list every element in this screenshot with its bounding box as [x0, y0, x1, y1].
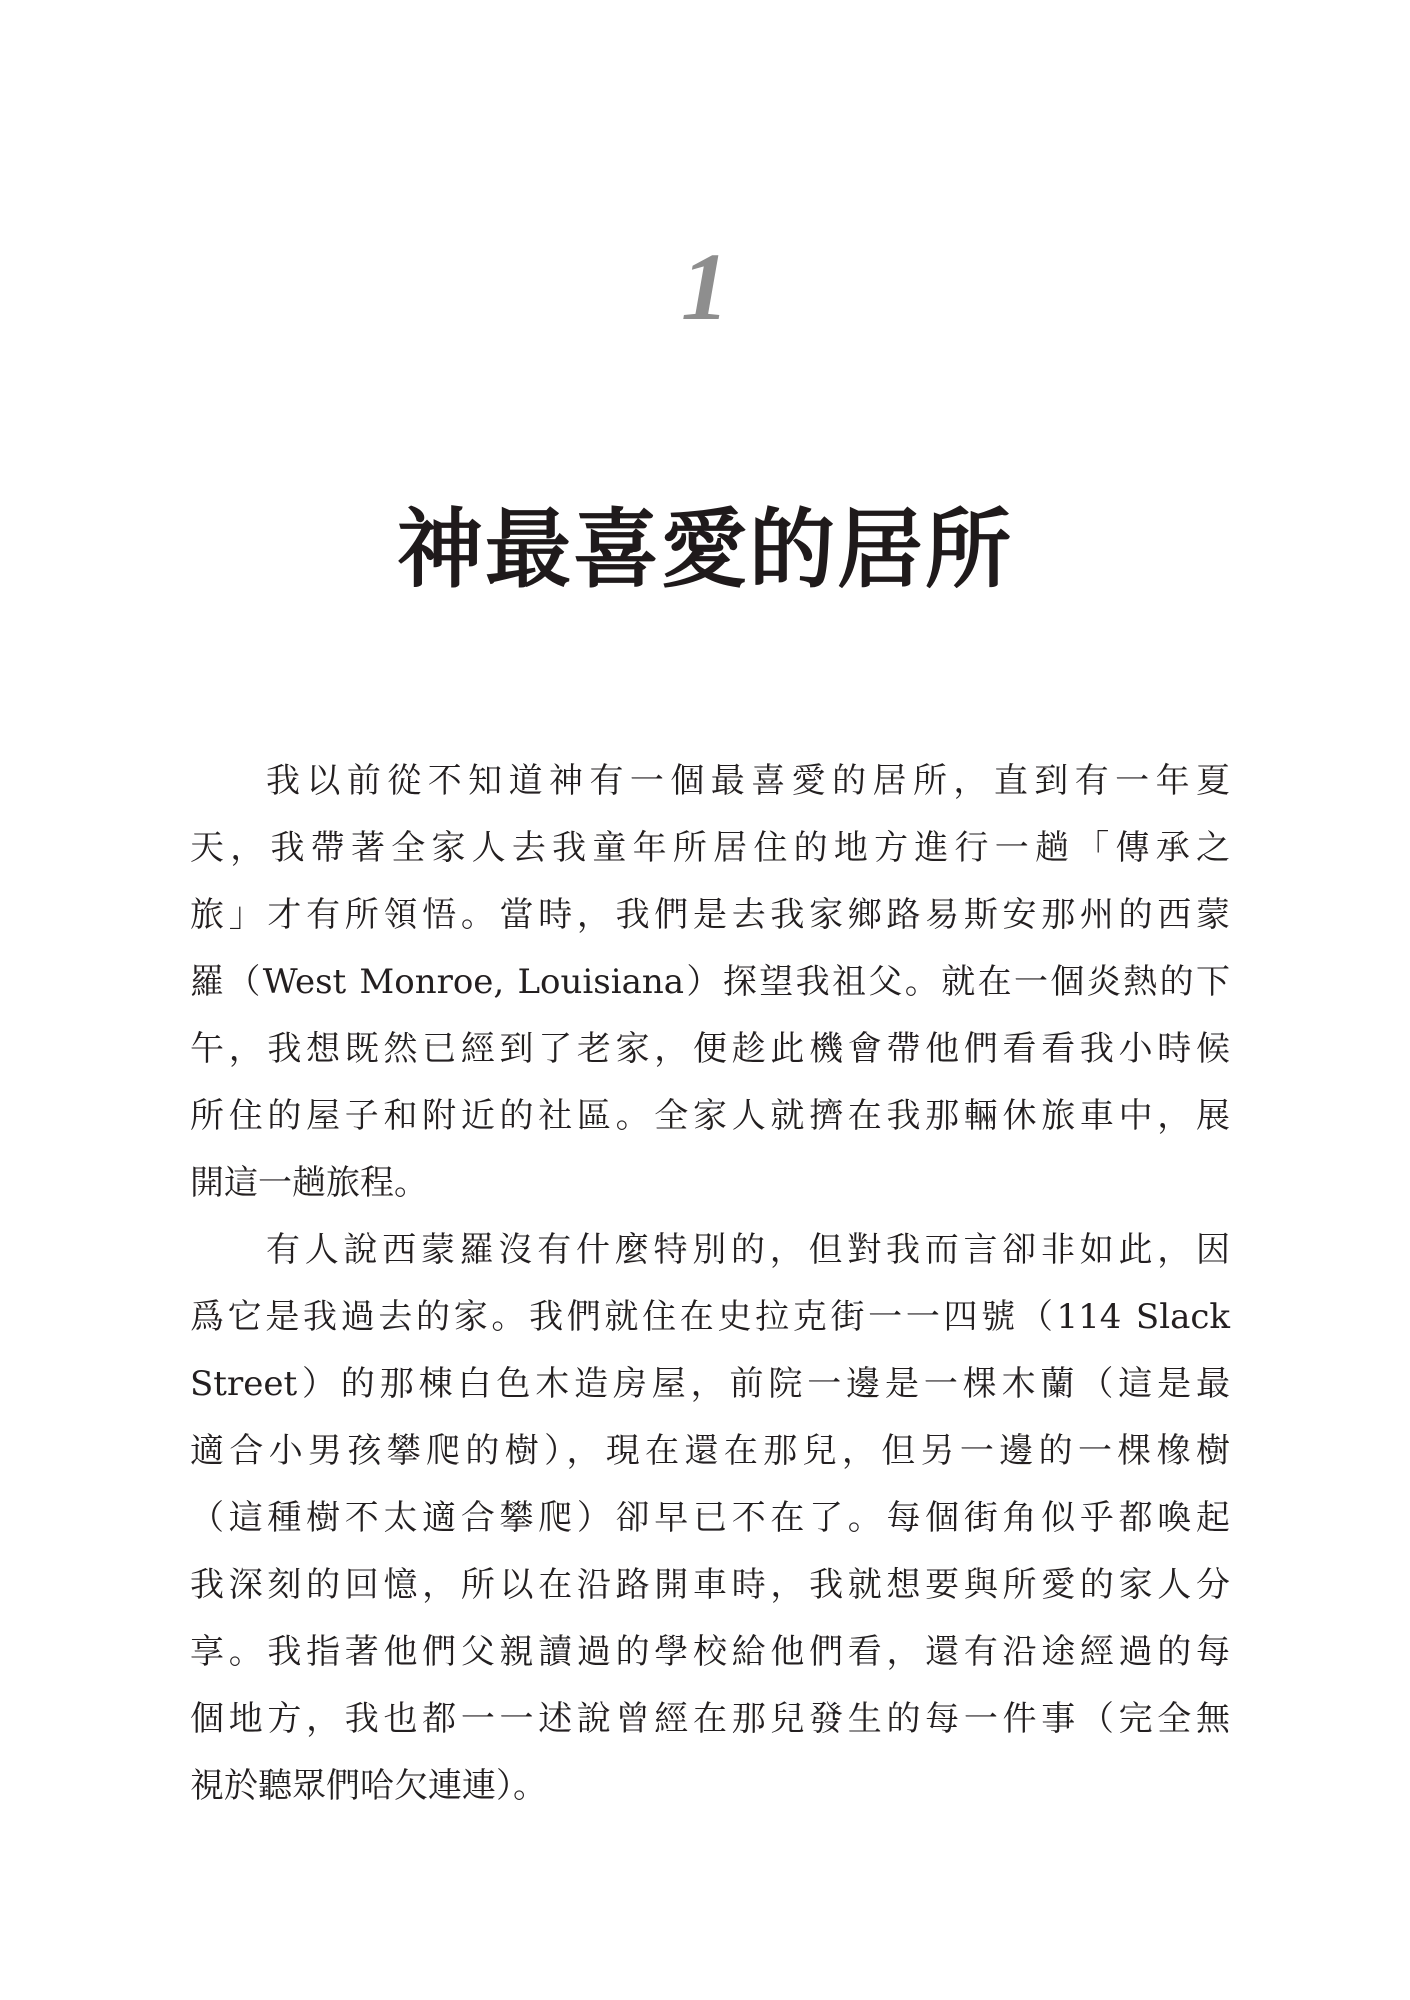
- paragraph-line: 所住的屋子和附近的社區。全家人就擠在我那輛休旅車中，展: [190, 1096, 1230, 1136]
- paragraph-line: 午，我想既然已經到了老家，便趁此機會帶他們看看我小時候: [190, 1029, 1230, 1069]
- body-text: [190, 748, 1230, 1820]
- paragraph-line: 爲它是我過去的家。我們就住在史拉克街一一四號（114 Slack: [190, 1297, 1230, 1337]
- paragraph-line: 有人說西蒙羅沒有什麼特別的，但對我而言卻非如此，因: [266, 1230, 1230, 1270]
- paragraph-line: 我以前從不知道神有一個最喜愛的居所，直到有一年夏: [266, 761, 1230, 801]
- paragraph-line: Street）的那棟白色木造房屋，前院一邊是一棵木蘭（這是最: [190, 1364, 1230, 1404]
- paragraph-line: 開這一趟旅程。: [190, 1163, 428, 1203]
- paragraph-line: 我深刻的回憶，所以在沿路開車時，我就想要與所愛的家人分: [190, 1565, 1230, 1605]
- chapter-title: 神最喜愛的居所: [397, 499, 1013, 600]
- paragraph-line: 旅」才有所領悟。當時，我們是去我家鄉路易斯安那州的西蒙: [190, 895, 1230, 935]
- paragraph-line: 適合小男孩攀爬的樹），現在還在那兒，但另一邊的一棵橡樹: [190, 1431, 1230, 1471]
- paragraph-2: [190, 1217, 1230, 1820]
- paragraph-line: 個地方，我也都一一述說曾經在那兒發生的每一件事（完全無: [190, 1699, 1230, 1739]
- paragraph-line: （這種樹不太適合攀爬）卻早已不在了。每個街角似乎都喚起: [190, 1498, 1230, 1538]
- paragraph-1: [190, 748, 1230, 1217]
- paragraph-line: 羅（West Monroe, Louisiana）探望我祖父。就在一個炎熱的下: [190, 962, 1230, 1002]
- paragraph-line: 天，我帶著全家人去我童年所居住的地方進行一趟「傳承之: [190, 828, 1230, 868]
- chapter-number: 1: [681, 233, 729, 340]
- paragraph-line: 享。我指著他們父親讀過的學校給他們看，還有沿途經過的每: [190, 1632, 1230, 1672]
- paragraph-line: 視於聽眾們哈欠連連）。: [190, 1766, 547, 1806]
